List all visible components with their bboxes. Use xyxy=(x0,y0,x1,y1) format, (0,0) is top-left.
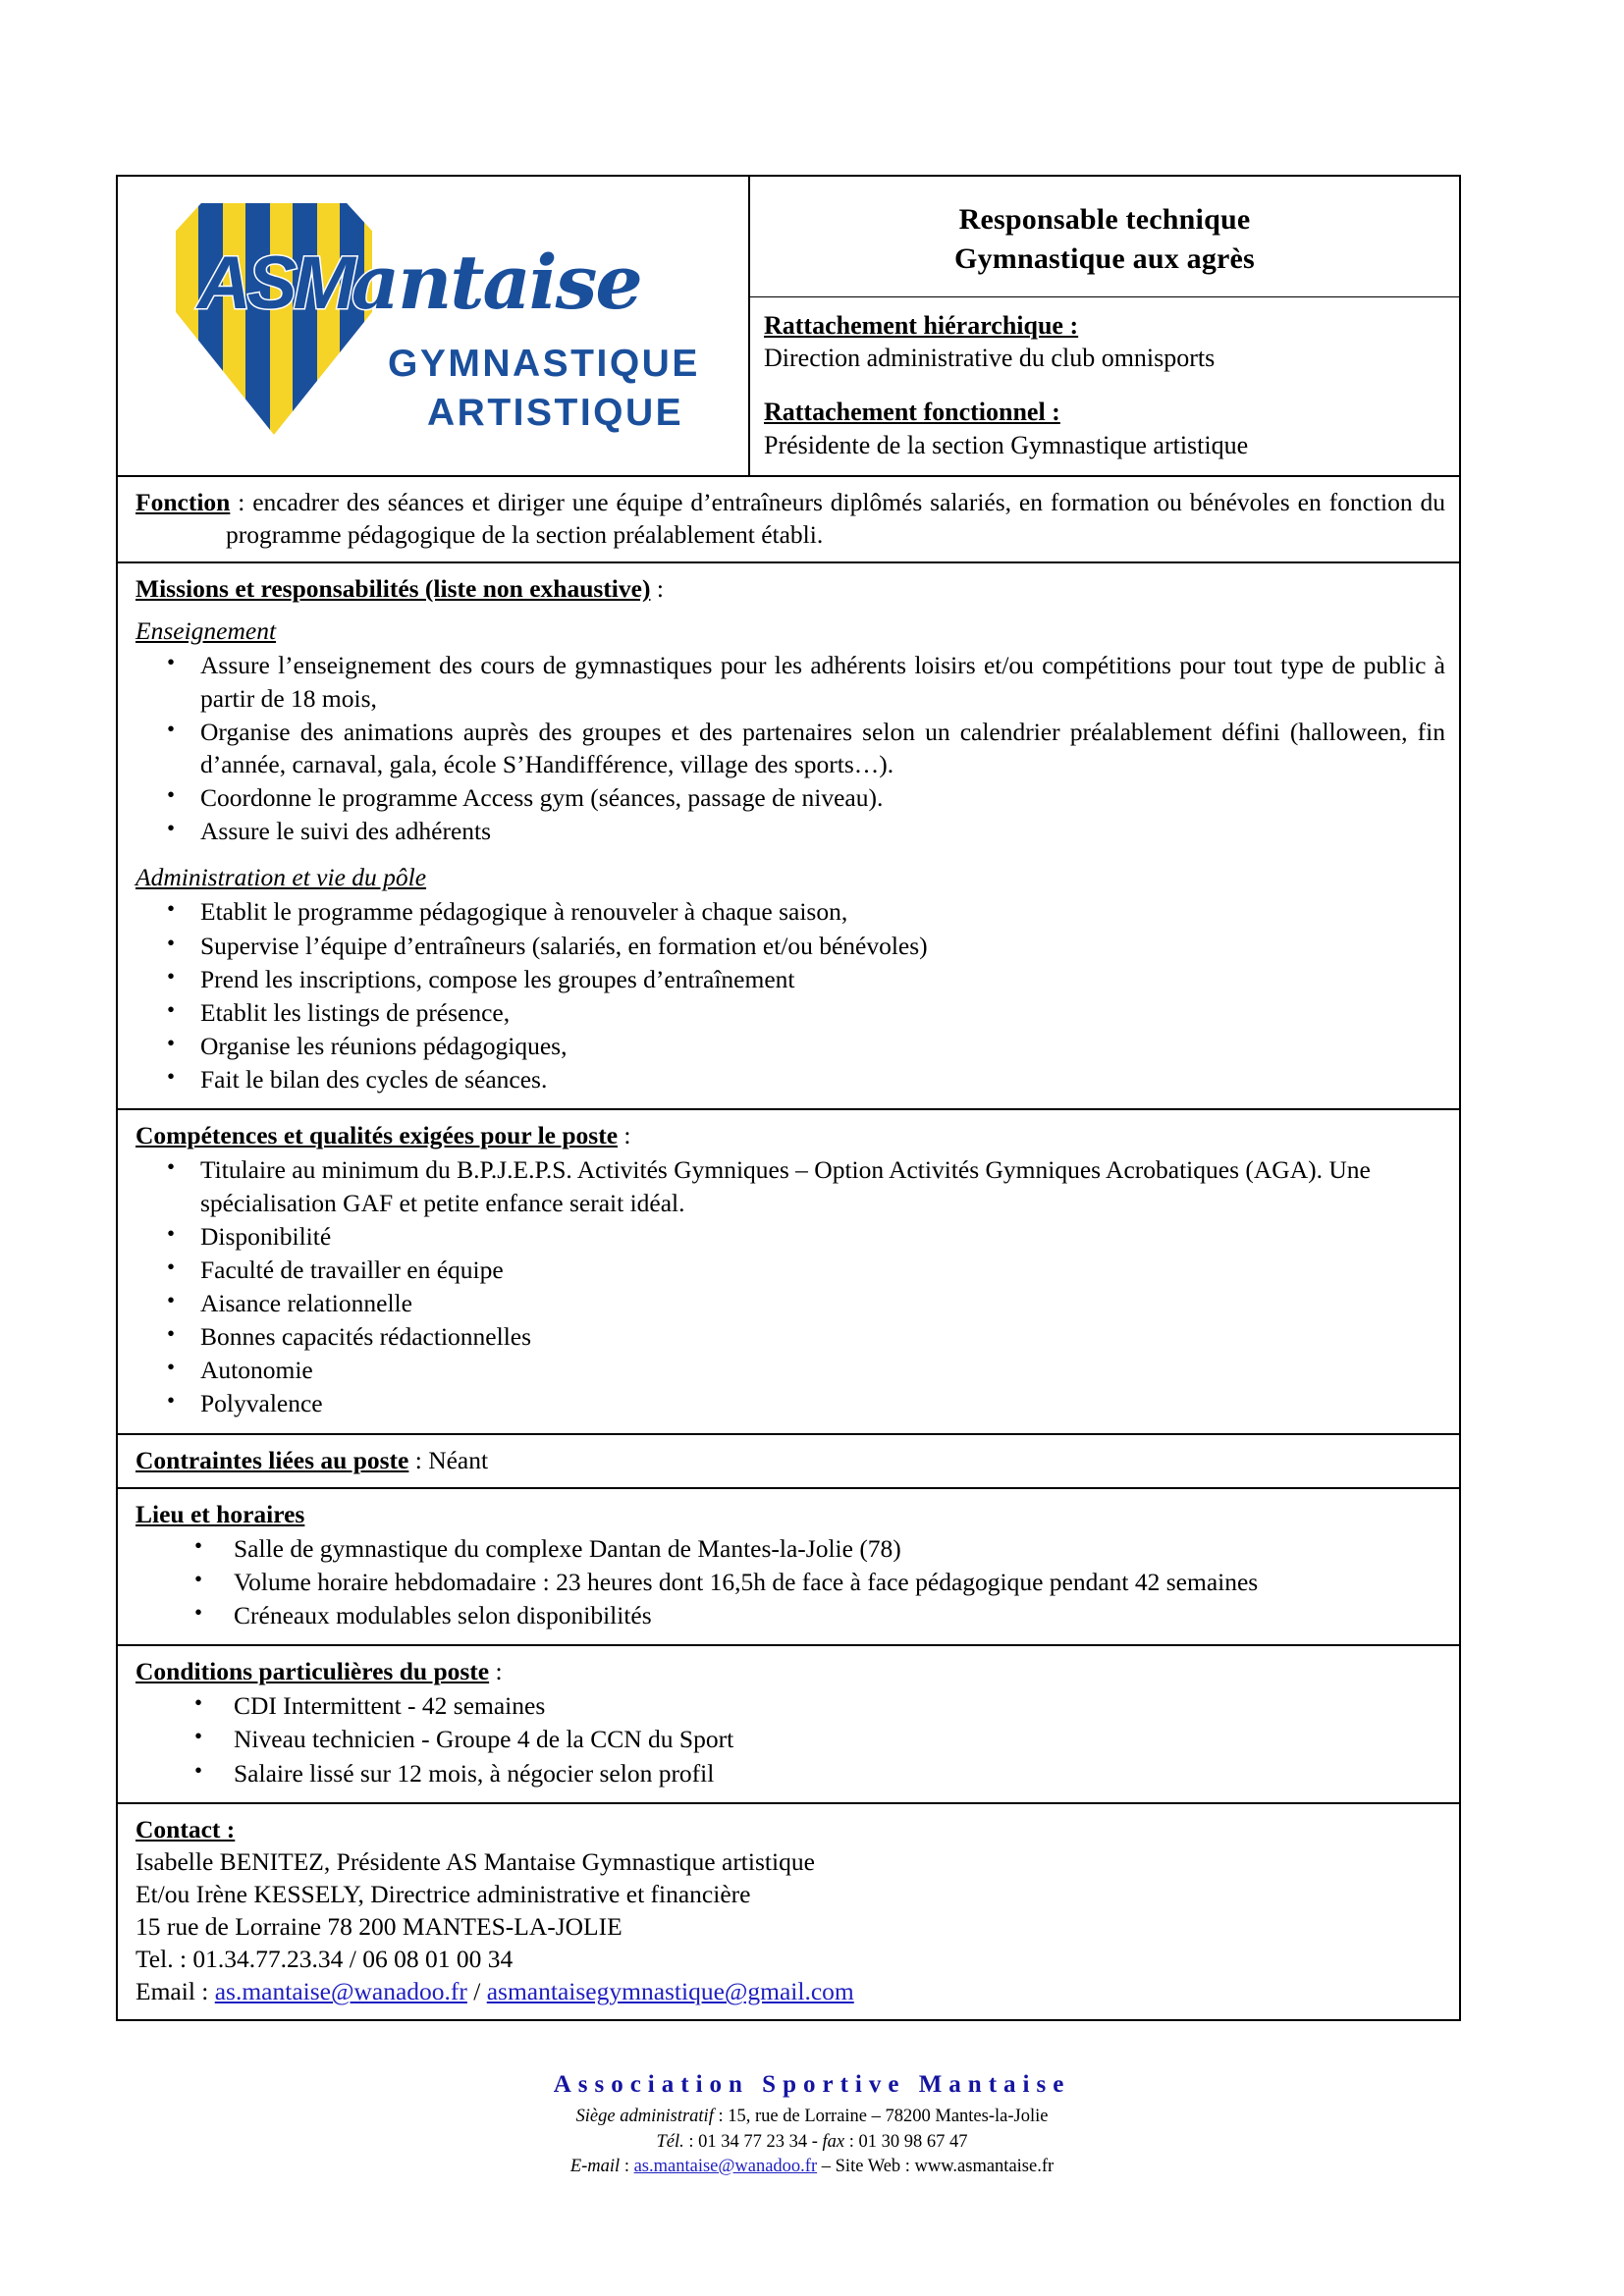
contact-phone: Tel. : 01.34.77.23.34 / 06 08 01 00 34 xyxy=(135,1945,514,1974)
page-footer xyxy=(0,2071,1624,2180)
asm-logo xyxy=(170,195,700,460)
contact-cell xyxy=(118,1804,1459,2019)
administration-list xyxy=(135,895,1445,1095)
competences-list xyxy=(135,1153,1445,1419)
lieu-list xyxy=(135,1532,1445,1631)
list-item: • Faculté de travailler en équipe xyxy=(200,1254,1445,1286)
footer-email-sep: : xyxy=(620,2157,634,2177)
rattachement-block xyxy=(750,297,1459,475)
missions-heading-suffix: : xyxy=(650,574,664,604)
conditions-row xyxy=(118,1646,1459,1804)
rattachement-fonctionnel-value: Présidente de la section Gymnastique artistique xyxy=(764,430,1249,459)
footer-fax-value: : 01 30 98 67 47 xyxy=(844,2131,968,2152)
list-item: • Assure l’enseignement des cours de gymnastiques pour les adhérents loisirs et/ou compétitions pour tout type de public à partir de 18 mois, xyxy=(200,649,1445,714)
missions-row xyxy=(118,563,1459,1110)
email-separator: / xyxy=(466,1977,487,2006)
list-item: • Bonnes capacités rédactionnelles xyxy=(200,1320,1445,1353)
list-item: • Etablit le programme pédagogique à renouveler à chaque saison, xyxy=(200,895,1445,928)
footer-email-label: E-mail xyxy=(569,2157,621,2177)
lieu-cell xyxy=(118,1489,1459,1645)
missions-heading-line xyxy=(135,572,1445,605)
rattachement-hierarchique-value: Direction administrative du club omnisports xyxy=(764,344,1216,373)
page-title-line2: Gymnastique aux agrès xyxy=(954,241,1255,275)
rattachement-fonctionnel-label: Rattachement fonctionnel : xyxy=(764,398,1060,427)
list-item: • Organise des animations auprès des groupes et des partenaires selon un calendrier préalablement défini (halloween, fin d’année, carnaval, gala, école S’Handifférence, village des sports…). xyxy=(200,716,1445,780)
footer-tel-label: Tél. xyxy=(656,2131,684,2152)
footer-phone-line xyxy=(0,2130,1624,2156)
list-item: • Coordonne le programme Access gym (séances, passage de niveau). xyxy=(200,781,1445,814)
fonction-label: Fonction xyxy=(135,487,231,516)
competences-heading-line xyxy=(135,1119,1445,1151)
footer-siege-value: : 15, rue de Lorraine – 78200 Mantes-la-Jolie xyxy=(713,2107,1049,2126)
list-item: • Salaire lissé sur 12 mois, à négocier selon profil xyxy=(234,1757,1445,1789)
missions-cell xyxy=(118,563,1459,1108)
footer-address-line xyxy=(0,2105,1624,2130)
lieu-heading-line xyxy=(135,1498,1445,1530)
contraintes-value: : Néant xyxy=(408,1445,489,1474)
logo-subtitle-gymnastique: GYMNASTIQUE xyxy=(388,342,700,385)
logo-wordmark-mantaise: antaise xyxy=(351,238,641,326)
list-item: • CDI Intermittent - 42 semaines xyxy=(234,1689,1445,1722)
email-link-gmail[interactable]: asmantaisegymnastique@gmail.com xyxy=(486,1977,854,2006)
contraintes-heading: Contraintes liées au poste xyxy=(135,1445,409,1474)
contraintes-cell xyxy=(118,1435,1459,1487)
logo-wordmark xyxy=(197,239,688,326)
list-item: • Supervise l’équipe d’entraîneurs (salariés, en formation et/ou bénévoles) xyxy=(200,930,1445,962)
contraintes-line xyxy=(135,1444,1445,1476)
subheading-administration: Administration et vie du pôle xyxy=(135,863,427,892)
contact-email-line xyxy=(135,1975,1445,2007)
logo-wordmark-asm: ASM xyxy=(197,240,352,325)
title-cell xyxy=(750,177,1459,475)
conditions-heading: Conditions particulières du poste xyxy=(135,1657,490,1686)
rattachement-hierarchique-label: Rattachement hiérarchique : xyxy=(764,310,1079,340)
list-item: • Aisance relationnelle xyxy=(200,1287,1445,1319)
list-item: • Salle de gymnastique du complexe Dantan de Mantes-la-Jolie (78) xyxy=(234,1532,1445,1565)
page-title xyxy=(750,177,1459,297)
missions-heading: Missions et responsabilités (liste non exhaustive) xyxy=(135,574,651,604)
conditions-cell xyxy=(118,1646,1459,1802)
competences-heading-suffix: : xyxy=(618,1121,631,1150)
list-item: • Volume horaire hebdomadaire : 23 heures dont 16,5h de face à face pédagogique pendant 42 semaines xyxy=(234,1566,1445,1598)
list-item: • Créneaux modulables selon disponibilités xyxy=(234,1599,1445,1631)
competences-cell xyxy=(118,1110,1459,1432)
email-link-wanadoo[interactable]: as.mantaise@wanadoo.fr xyxy=(214,1977,467,2006)
competences-heading: Compétences et qualités exigées pour le poste xyxy=(135,1121,619,1150)
competences-row xyxy=(118,1110,1459,1434)
lieu-heading: Lieu et horaires xyxy=(135,1499,305,1528)
footer-email-line xyxy=(0,2155,1624,2180)
list-item: • Disponibilité xyxy=(200,1220,1445,1253)
list-item: • Etablit les listings de présence, xyxy=(200,996,1445,1029)
list-item: • Niveau technicien - Groupe 4 de la CCN du Sport xyxy=(234,1723,1445,1755)
conditions-heading-suffix: : xyxy=(489,1657,503,1686)
conditions-list xyxy=(135,1689,1445,1789)
list-item: • Fait le bilan des cycles de séances. xyxy=(200,1063,1445,1095)
lieu-row xyxy=(118,1489,1459,1647)
footer-association-name: Association Sportive Mantaise xyxy=(553,2071,1071,2098)
logo-subtitle-artistique: ARTISTIQUE xyxy=(427,391,684,434)
fonction-row xyxy=(118,477,1459,563)
contact-heading: Contact : xyxy=(135,1814,236,1843)
contact-person-1: Isabelle BENITEZ, Présidente AS Mantaise Gymnastique artistique xyxy=(135,1846,815,1876)
footer-fax-label: fax xyxy=(822,2131,845,2152)
fonction-paragraph xyxy=(135,486,1445,551)
footer-email-link[interactable]: as.mantaise@wanadoo.fr xyxy=(633,2157,818,2177)
conditions-heading-line xyxy=(135,1655,1445,1687)
logo-cell xyxy=(118,177,750,475)
list-item: • Assure le suivi des adhérents xyxy=(200,815,1445,847)
fonction-text: : encadrer des séances et diriger une équipe d’entraîneurs diplômés salariés, en formation ou bénévoles en fonction du programme pédagogique de la section préalablement établi. xyxy=(226,487,1445,549)
spacer xyxy=(764,374,1449,396)
contact-row xyxy=(118,1804,1459,2019)
list-item: • Autonomie xyxy=(200,1354,1445,1386)
footer-tel-value: : 01 34 77 23 34 - xyxy=(683,2131,823,2152)
list-item: • Polyvalence xyxy=(200,1387,1445,1419)
list-item: • Titulaire au minimum du B.P.J.E.P.S. Activités Gymniques – Option Activités Gymniques Acrobatiques (AGA). Une spécialisation GAF et petite enfance serait idéal. xyxy=(200,1153,1445,1218)
footer-site-value: : www.asmantaise.fr xyxy=(900,2157,1055,2177)
contact-email-label: Email : xyxy=(135,1977,215,2006)
header-row xyxy=(118,177,1459,477)
subheading-enseignement: Enseignement xyxy=(135,616,277,646)
footer-siege-label: Siège administratif xyxy=(575,2107,714,2126)
list-item: • Prend les inscriptions, compose les groupes d’entraînement xyxy=(200,963,1445,995)
contact-address: 15 rue de Lorraine 78 200 MANTES-LA-JOLIE xyxy=(135,1912,623,1942)
fonction-cell xyxy=(118,477,1459,561)
enseignement-list xyxy=(135,649,1445,847)
list-item: • Organise les réunions pédagogiques, xyxy=(200,1030,1445,1062)
contraintes-row xyxy=(118,1435,1459,1489)
job-description-table xyxy=(116,175,1461,2021)
page-title-line1: Responsable technique xyxy=(958,203,1251,236)
contact-person-2: Et/ou Irène KESSELY, Directrice administrative et financière xyxy=(135,1880,751,1909)
footer-site-label: – Site Web xyxy=(817,2157,901,2177)
